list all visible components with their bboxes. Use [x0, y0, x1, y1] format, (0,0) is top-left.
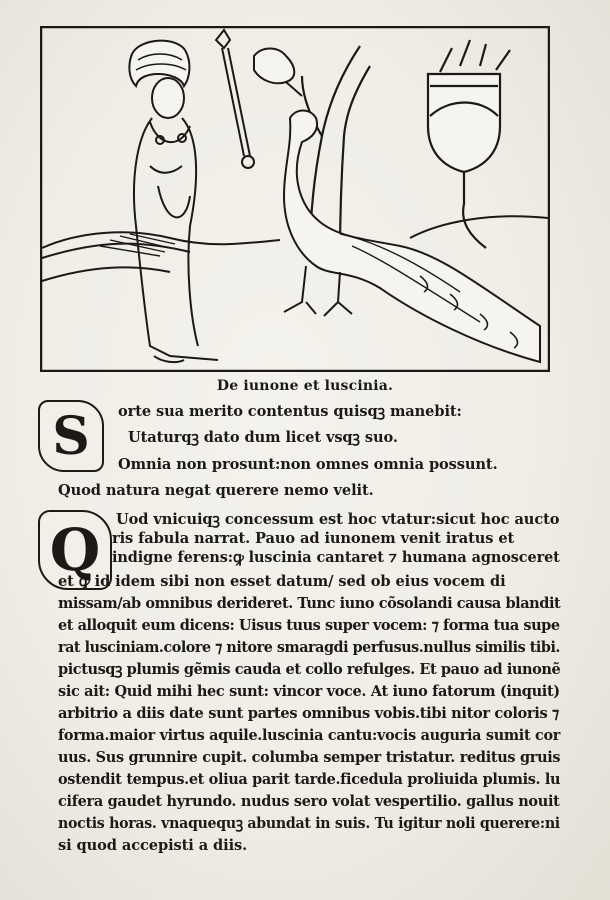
- verse-line: Omnia non prosunt:non omnes omnia possunt.: [118, 456, 498, 473]
- woodcut-illustration: [40, 26, 550, 372]
- prose-line: uus. Sus grunnire cupit. columba semper tristatur. reditus gruis: [58, 749, 561, 766]
- prose-line: indigne ferens:ꝙ luscinia cantaret ⁊ humana agnosceret: [112, 549, 560, 566]
- juno-figure: [129, 41, 218, 362]
- prose-line: ris fabula narrat. Pauo ad iunonem venit iratus et: [112, 530, 515, 547]
- prose-line: pictusqꝫ plumis gẽmis cauda et collo refulges. Et pauo ad iunonẽ: [58, 661, 561, 678]
- prose-line: forma.maior virtus aquile.luscinia cantu:vocis auguria sumit cor: [58, 727, 561, 744]
- fable-caption: De iunone et luscinia.: [216, 378, 394, 394]
- sceptre: [216, 30, 254, 168]
- prose-line: arbitrio a diis date sunt partes omnibus vobis.tibi nitor coloris ⁊: [58, 705, 559, 722]
- prose-line: rat lusciniam.colore ⁊ nitore smaragdi perfusus.nullus similis tibi.: [58, 639, 560, 656]
- prose-line: ostendit tempus.et oliua parit tarde.ficedula proliuida plumis. lu: [58, 771, 561, 788]
- prose-line: Uod vnicuiqꝫ concessum est hoc vtatur:sicut hoc aucto: [116, 511, 560, 528]
- prose-line: sic ait: Quid mihi hec sunt: vincor voce. At iuno fatorum (inquit): [58, 683, 560, 700]
- verse-line: Quod natura negat querere nemo velit.: [58, 482, 374, 499]
- small-bird: [254, 49, 302, 97]
- prose-line: noctis horas. vnaquequꝫ abundat in suis. Tu igitur noli querere:ni: [58, 815, 560, 832]
- prose-line: et alloquit eum dicens: Uisus tuus super vocem: ⁊ forma tua supe: [58, 617, 560, 634]
- verse-line: orte sua merito contentus quisqꝫ manebit:: [118, 403, 462, 420]
- prose-line: et ꝙ id idem sibi non esset datum/ sed ob eius vocem di: [58, 573, 506, 590]
- prose-line: si quod accepisti a diis.: [58, 837, 248, 854]
- verse-drop-capital: S: [38, 400, 104, 472]
- prose-line: cifera gaudet hyrundo. nudus sero volat vespertilio. gallus nouit: [58, 793, 560, 810]
- prose-drop-capital: Q: [38, 510, 112, 590]
- prose-line: missam/ab omnibus derideret. Tunc iuno cõsolandi causa blandit: [58, 595, 561, 612]
- verse-line: Utaturqꝫ dato dum licet vsqꝫ suo.: [128, 429, 398, 446]
